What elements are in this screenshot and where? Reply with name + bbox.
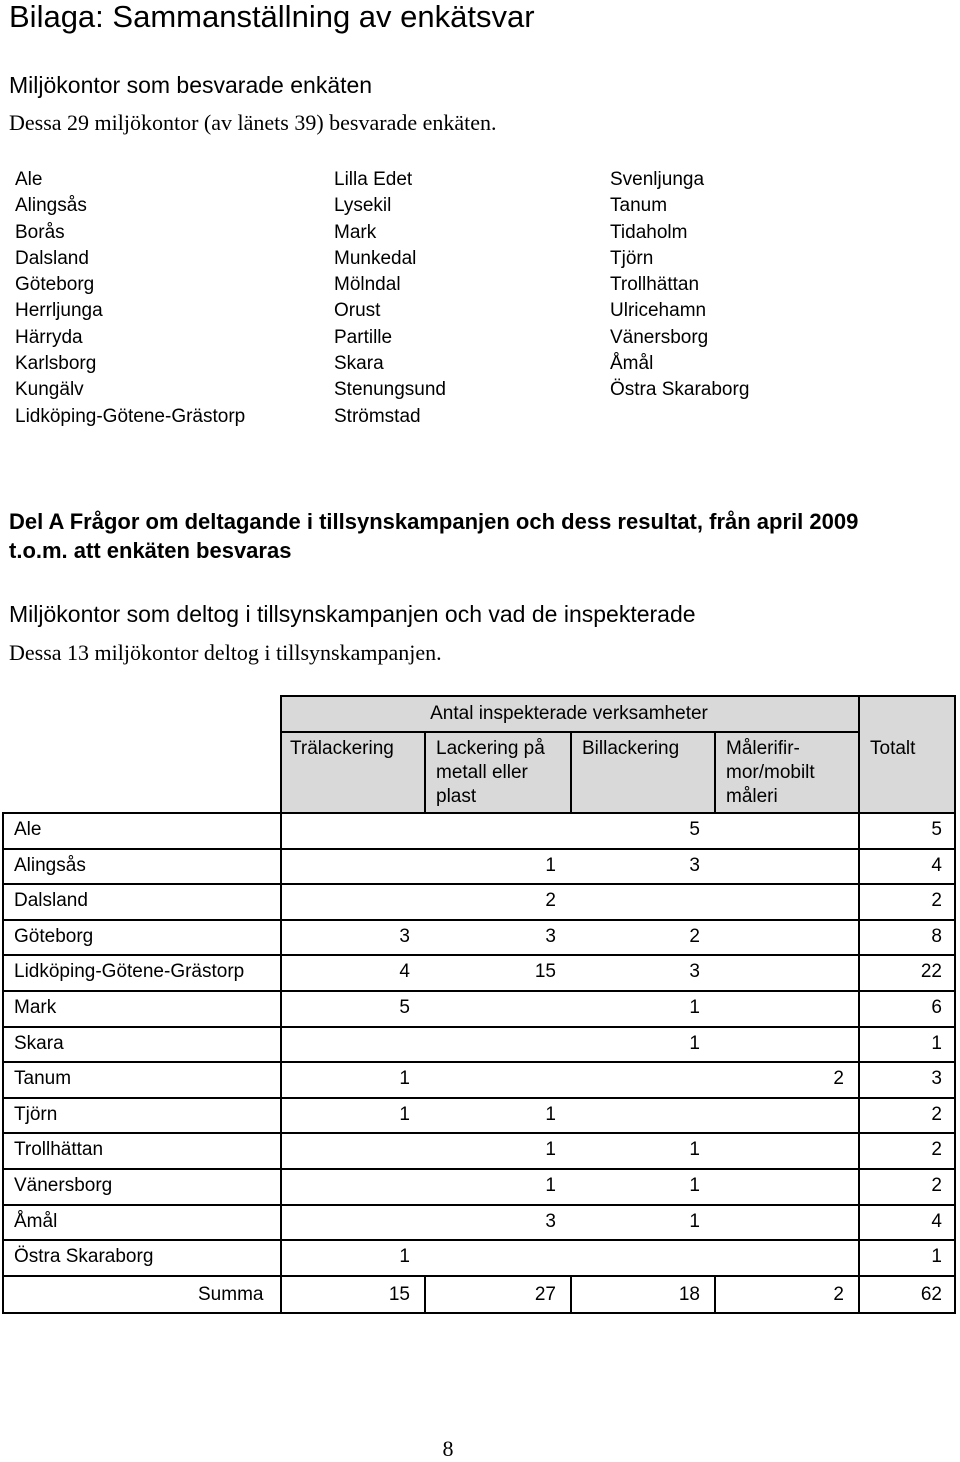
municipality-item: Lilla Edet	[334, 169, 413, 190]
table-cell: 5	[689, 819, 700, 840]
row-rule	[2, 848, 956, 850]
table-cell: 1	[931, 1246, 942, 1268]
column-header-line: Målerifir-	[726, 738, 800, 759]
table-cell: 2	[545, 890, 556, 912]
municipality-item: Mölndal	[334, 274, 401, 296]
table-cell: 5	[931, 819, 942, 840]
table-cell: 1	[545, 1139, 556, 1161]
table-cell: 2	[931, 890, 942, 912]
municipality-item: Partille	[334, 326, 393, 348]
row-label: Vänersborg	[14, 1175, 113, 1196]
row-label: Ale	[14, 819, 42, 840]
table-cell: 3	[545, 925, 556, 947]
row-rule	[2, 919, 956, 921]
row-label: Lidköping-Götene-Grästorp	[14, 961, 245, 983]
table-cell: 2	[931, 1175, 942, 1196]
col-rule	[570, 731, 572, 812]
column-header-2	[436, 737, 545, 809]
table-cell: 2	[931, 1139, 942, 1161]
table-cell: 1	[545, 1175, 556, 1196]
table-cell: 2	[833, 1068, 844, 1090]
municipality-item: Alingsås	[15, 195, 87, 217]
table-cell: 22	[920, 961, 942, 983]
row-label: Tjörn	[14, 1103, 58, 1125]
municipality-item: Tjörn	[610, 247, 654, 269]
row-rule	[2, 990, 956, 992]
row-rule	[2, 883, 956, 885]
col-rule	[714, 731, 716, 812]
municipality-item: Stenungsund	[334, 379, 446, 401]
table-cell: 1	[689, 1032, 700, 1054]
municipality-item: Orust	[334, 300, 381, 322]
table-bottom-rule	[2, 1312, 956, 1314]
municipality-item: Vänersborg	[610, 326, 709, 348]
municipality-item: Trollhättan	[610, 274, 700, 296]
column-header-line: måleri	[726, 786, 778, 807]
column-header-line: plast	[436, 786, 477, 807]
municipality-item: Mark	[334, 221, 377, 243]
group-header-rule	[280, 731, 858, 733]
inspection-summary-table	[2, 695, 956, 1314]
column-header-5	[870, 737, 915, 761]
column-header-line: Trälackering	[290, 738, 394, 759]
municipality-item: Svenljunga	[610, 169, 705, 190]
table-cell: 4	[931, 1210, 942, 1232]
table-cell: 6	[931, 997, 942, 1018]
sum-label: Summa	[198, 1283, 264, 1305]
table-cell: 1	[399, 1068, 410, 1090]
group-header: Antal inspekterade verksamheter	[430, 703, 708, 724]
municipality-item: Herrljunga	[15, 300, 103, 322]
column-header-line: Totalt	[870, 738, 916, 759]
table-cell: 3	[545, 1210, 556, 1232]
table-cell: 4	[931, 854, 942, 876]
sum-cell: 18	[678, 1283, 700, 1305]
table-right-rule	[954, 695, 956, 1314]
col-rule	[714, 1275, 716, 1314]
column-header-line: Lackering på	[436, 738, 545, 759]
col-rule	[570, 1275, 572, 1314]
row-label: Alingsås	[14, 854, 86, 876]
col-rule	[280, 695, 282, 1314]
municipality-item: Strömstad	[334, 405, 421, 427]
sum-cell: 62	[920, 1283, 942, 1305]
table-cell: 1	[399, 1103, 410, 1125]
municipality-item: Kungälv	[15, 379, 84, 401]
row-label: Skara	[14, 1032, 64, 1054]
municipality-item: Skara	[334, 353, 384, 375]
municipality-item: Lidköping-Götene-Grästorp	[15, 405, 246, 427]
table-cell: 1	[545, 854, 556, 876]
row-rule	[2, 1026, 956, 1028]
row-rule	[2, 1239, 956, 1241]
table-cell: 1	[689, 1210, 700, 1232]
col-rule	[858, 695, 860, 1314]
row-rule	[2, 1132, 956, 1134]
table-cell: 15	[534, 961, 556, 983]
table-left-rule	[2, 812, 4, 1314]
table-cell: 1	[931, 1032, 942, 1054]
table-cell: 3	[399, 925, 410, 947]
table-cell: 3	[689, 854, 700, 876]
part-a-heading: Del A Frågor om deltagande i tillsynskampanjen och dess resultat, från april 2009 t.o.m. att enkäten besvaras	[9, 509, 859, 563]
row-label: Åmål	[14, 1210, 58, 1232]
row-label: Dalsland	[14, 890, 88, 912]
row-rule	[2, 1097, 956, 1099]
page-number: 8	[442, 1436, 454, 1461]
municipality-item: Tidaholm	[610, 221, 688, 243]
municipality-item: Östra Skaraborg	[610, 379, 750, 401]
column-header-1	[290, 737, 394, 761]
municipality-item: Karlsborg	[15, 353, 97, 375]
table-cell: 5	[399, 997, 410, 1018]
sum-cell: 2	[833, 1283, 844, 1305]
section-text-participants: Dessa 13 miljökontor deltog i tillsynskampanjen.	[9, 640, 442, 665]
municipality-item: Borås	[15, 221, 65, 243]
section-heading-participants: Miljökontor som deltog i tillsynskampanjen och vad de inspekterade	[9, 601, 696, 627]
section-text-respondents: Dessa 29 miljökontor (av länets 39) besvarade enkäten.	[9, 110, 497, 135]
page-title: Bilaga: Sammanställning av enkätsvar	[9, 0, 535, 34]
table-cell: 4	[399, 961, 410, 983]
table-cell: 1	[545, 1103, 556, 1125]
municipality-item: Lysekil	[334, 195, 392, 217]
table-cell: 8	[931, 925, 942, 947]
table-cell: 1	[689, 1175, 700, 1196]
row-rule	[2, 954, 956, 956]
column-header-4	[726, 737, 815, 809]
municipality-item: Munkedal	[334, 247, 417, 269]
table-cell: 1	[399, 1246, 410, 1268]
column-header-line: Billackering	[582, 738, 680, 759]
municipality-list-col1	[15, 167, 245, 430]
col-rule	[424, 731, 426, 812]
row-label: Tanum	[14, 1068, 72, 1090]
column-header-3	[582, 737, 679, 761]
sum-cell: 15	[388, 1283, 410, 1305]
municipality-list-col3	[610, 167, 749, 404]
header-bottom-rule	[2, 812, 956, 814]
row-rule	[2, 1061, 956, 1063]
row-label: Mark	[14, 997, 57, 1018]
municipality-item: Ulricehamn	[610, 300, 707, 322]
table-cell: 3	[689, 961, 700, 983]
column-header-line: metall eller	[436, 762, 528, 783]
table-cell: 1	[689, 997, 700, 1018]
table-cell: 1	[689, 1139, 700, 1161]
column-header-line: mor/mobilt	[726, 762, 815, 783]
municipality-item: Dalsland	[15, 247, 89, 269]
municipality-item: Åmål	[610, 353, 654, 375]
header-top-rule	[280, 695, 956, 697]
municipality-item: Göteborg	[15, 274, 95, 296]
municipality-item: Härryda	[15, 326, 83, 348]
municipality-item: Ale	[15, 169, 43, 190]
row-rule	[2, 1275, 956, 1277]
section-heading-respondents: Miljökontor som besvarade enkäten	[9, 72, 373, 98]
table-cell: 2	[689, 925, 700, 947]
sum-cell: 27	[534, 1283, 556, 1305]
table-cell: 3	[931, 1068, 942, 1090]
table-cell: 2	[931, 1103, 942, 1125]
row-label: Göteborg	[14, 925, 94, 947]
row-rule	[2, 1204, 956, 1206]
municipality-item: Tanum	[610, 195, 668, 217]
row-label: Trollhättan	[14, 1139, 104, 1161]
col-rule	[424, 1275, 426, 1314]
municipality-list-col2	[334, 167, 446, 430]
row-label: Östra Skaraborg	[14, 1246, 154, 1268]
row-rule	[2, 1168, 956, 1170]
